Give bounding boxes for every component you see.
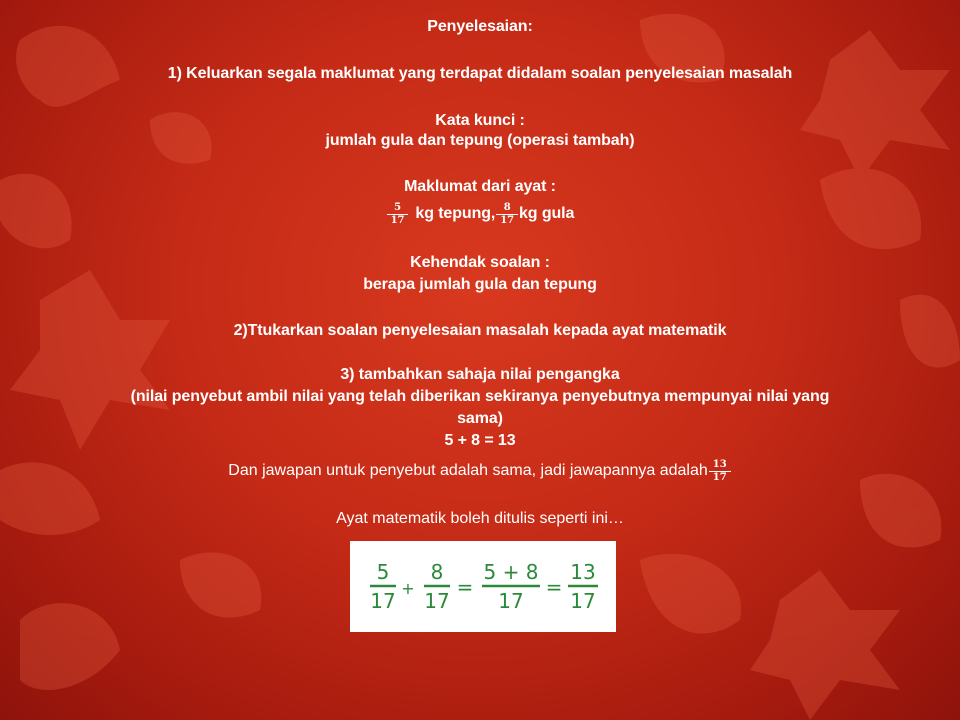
info-label: Maklumat dari ayat :	[404, 178, 556, 195]
step-3-note-line-1: (nilai penyebut ambil nilai yang telah diberikan sekiranya penyebutnya mempunyai nilai yang	[130, 388, 830, 405]
fraction-numerator: 8	[503, 201, 511, 213]
closing-text: Ayat matematik boleh ditulis seperti ini…	[336, 510, 624, 527]
f4-numerator: 13	[570, 560, 596, 584]
equals-sign: =	[545, 575, 563, 599]
requirement-text: berapa jumlah gula dan tepung	[363, 276, 597, 293]
equation-image	[350, 541, 616, 632]
f1-denominator: 17	[370, 589, 396, 613]
step-1: 1) Keluarkan segala maklumat yang terdapat didalam soalan penyelesaian masalah	[167, 65, 793, 82]
f4-denominator: 17	[570, 589, 596, 613]
keyword-label: Kata kunci :	[435, 112, 525, 129]
sum-equation: 5 + 8 = 13	[444, 432, 516, 449]
handwritten-equation	[350, 541, 616, 632]
fraction-flour	[389, 202, 407, 227]
fraction-denominator: 17	[712, 471, 727, 483]
answer-fraction	[711, 459, 729, 484]
keyword-text: jumlah gula dan tepung (operasi tambah)	[325, 132, 635, 149]
requirement-label: Kehendak soalan :	[410, 254, 550, 271]
info-sugar-text: kg gula	[519, 205, 575, 222]
answer-line	[0, 452, 960, 490]
equals-sign: =	[456, 575, 474, 599]
fraction-numerator: 5	[394, 201, 401, 213]
fraction-denominator: 17	[500, 214, 514, 226]
f1-numerator: 5	[376, 560, 390, 584]
heading: Penyelesaian:	[427, 18, 533, 35]
step-2: 2)Ttukarkan soalan penyelesaian masalah kepada ayat matematik	[233, 322, 727, 339]
fraction-denominator: 17	[390, 214, 405, 226]
info-flour-text: kg tepung,	[415, 205, 496, 222]
f3-numerator: 5 + 8	[483, 560, 539, 584]
fraction-numerator: 13	[712, 458, 727, 470]
info-line	[0, 196, 960, 232]
step-3-note-line-2: sama)	[457, 410, 503, 427]
plus-sign: +	[401, 579, 415, 598]
step-3: 3) tambahkan sahaja nilai pengangka	[340, 366, 620, 383]
f3-denominator: 17	[498, 589, 524, 613]
answer-text: Dan jawapan untuk penyebut adalah sama, jadi jawapannya adalah	[228, 462, 708, 479]
f2-denominator: 17	[424, 589, 450, 613]
fraction-sugar	[498, 202, 516, 227]
f2-numerator: 8	[430, 560, 444, 584]
